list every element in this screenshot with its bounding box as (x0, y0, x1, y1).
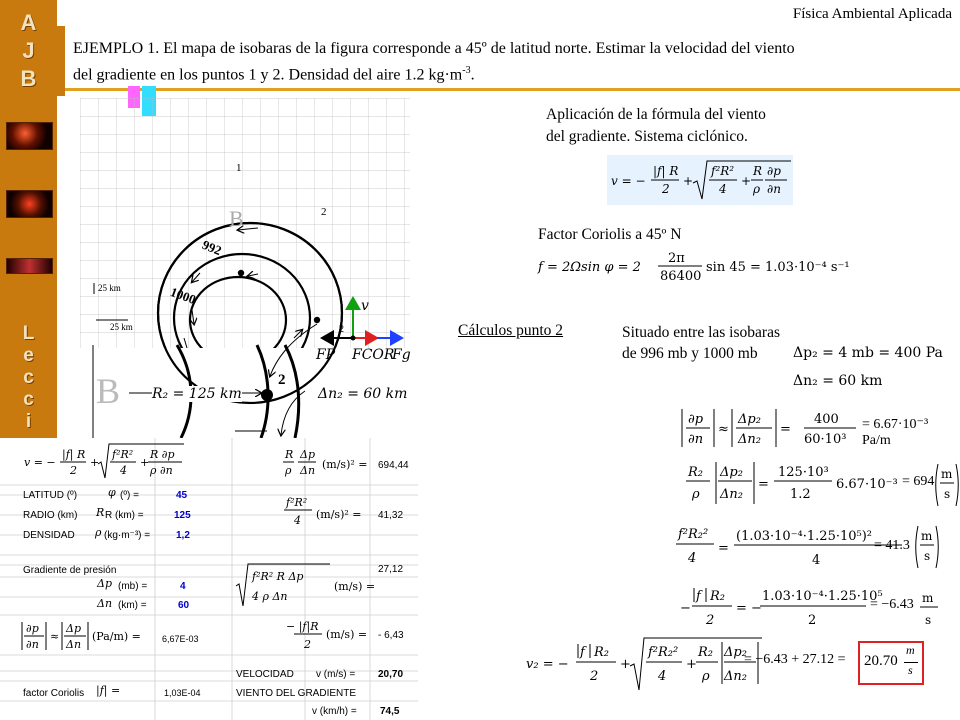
vector-v-label: v (361, 298, 369, 314)
zoom-dn-label: Δn₂ = 60 km (318, 386, 408, 402)
svg-text:f²R²: f²R² (711, 164, 735, 178)
svg-text:sin 45 = 1.03·10⁻⁴ s⁻¹: sin 45 = 1.03·10⁻⁴ s⁻¹ (706, 260, 850, 275)
result-r2: 41,32 (378, 510, 404, 521)
svg-text:2: 2 (70, 464, 77, 477)
accent-tab (57, 26, 65, 96)
final-equation (526, 634, 764, 694)
densidad-value[interactable]: 1,2 (176, 530, 190, 541)
svg-text:+: + (686, 657, 697, 672)
svg-text:s: s (925, 613, 932, 627)
svg-text:4: 4 (812, 553, 821, 568)
svg-text:Δn₂: Δn₂ (720, 487, 743, 502)
latitud-symbol: (º) = (120, 490, 139, 501)
svg-text:ρ: ρ (753, 182, 761, 196)
svg-text:f: f (696, 589, 701, 604)
course-title: Física Ambiental Aplicada (792, 6, 952, 22)
viento-label: VIENTO DEL GRADIENTE (236, 688, 357, 699)
strip-letter-c: c (23, 367, 34, 388)
svg-text:2π: 2π (668, 251, 685, 266)
term3-equation (680, 582, 883, 632)
term2-equation (676, 520, 906, 576)
situated-line-2: de 996 mb y 1000 mb (622, 345, 758, 362)
svg-text:2: 2 (706, 613, 715, 628)
svg-text:R₂: R₂ (688, 465, 703, 480)
point-1-label: 1 (236, 162, 242, 174)
svg-text:∂p: ∂p (26, 622, 39, 635)
vector-fcor-label: FCOR (352, 347, 395, 363)
svg-text:Δn: Δn (66, 638, 82, 651)
vector-fg-label: Fg (392, 347, 411, 363)
svg-text:2: 2 (662, 182, 670, 196)
zoom-radius-label: R₂ = 125 km (152, 386, 242, 402)
svg-text:(Pa/m) =: (Pa/m) = (92, 630, 141, 643)
result-r4: - 6,43 (378, 630, 404, 641)
problem-line-1: EJEMPLO 1. El mapa de isobaras de la figura corresponde a 45º de latitud norte. Estimar la velocidad del viento (73, 40, 795, 57)
final-unit-top: m (906, 643, 915, 657)
svg-text:400: 400 (814, 412, 839, 427)
svg-text:ρ: ρ (95, 526, 102, 539)
svg-text:R₂: R₂ (698, 645, 713, 660)
zoom-low-label: B (96, 371, 121, 411)
svg-text:1.2: 1.2 (790, 487, 811, 502)
svg-text:|f| =: |f| = (96, 684, 121, 697)
svg-text:6.67·10⁻³: 6.67·10⁻³ (836, 477, 898, 492)
svg-text:4: 4 (294, 514, 301, 527)
strip-letter-j: J (22, 38, 35, 63)
svg-text:4 ρ Δn: 4 ρ Δn (252, 590, 288, 603)
svg-text:|f| R: |f| R (62, 448, 86, 461)
svg-text:f = 2Ωsin φ = 2: f = 2Ωsin φ = 2 (538, 260, 641, 275)
calc-title: Cálculos punto 2 (458, 322, 564, 339)
dp-symbol: (mb) = (118, 581, 148, 592)
svg-text:f²R₂²: f²R₂² (678, 527, 709, 542)
svg-text:f²R²: f²R² (286, 496, 308, 509)
svg-text:f: f (580, 645, 585, 660)
svg-text:R: R (753, 164, 763, 178)
svg-text:Δp₂: Δp₂ (724, 645, 747, 660)
vector-fp-label: FP (316, 347, 336, 363)
svg-text:(m/s)² =: (m/s)² = (322, 458, 368, 471)
svg-text:f²R²: f²R² (112, 448, 134, 461)
svg-text:φ: φ (108, 486, 116, 499)
final-equation-rhs: = −6.43 + 27.12 = (744, 652, 846, 667)
radio-label: RADIO (km) (23, 510, 78, 521)
term1-equation (686, 458, 936, 510)
svg-text:2: 2 (304, 638, 311, 651)
problem-end: . (470, 66, 475, 84)
problem-line-2: del gradiente en los puntos 1 y 2. Densidad del aire 1.2 kg·m (73, 66, 463, 84)
svg-text:R ∂p: R ∂p (150, 448, 175, 461)
accent-line (57, 88, 960, 91)
svg-text:∂n: ∂n (767, 182, 781, 196)
final-result-box (858, 641, 924, 685)
dn-value[interactable]: 60 (178, 600, 190, 611)
application-line-1: Aplicación de la fórmula del viento (546, 106, 766, 123)
strip-letter-a: A (20, 10, 37, 35)
svg-text:=: = (718, 541, 729, 556)
kmh-value: 74,5 (380, 706, 400, 717)
term1-result: = 694 (902, 474, 935, 489)
svg-text:(m/s) =: (m/s) = (326, 628, 368, 641)
velocidad-symbol: v (m/s) = (316, 669, 356, 680)
svg-text:+: + (683, 174, 694, 188)
svg-text:86400: 86400 (660, 269, 702, 284)
term2-units (916, 520, 940, 572)
strip-letter-c2: c (23, 389, 34, 410)
application-line-2: del gradiente. Sistema ciclónico. (546, 128, 748, 145)
term2-result: = 41.3 (874, 538, 910, 553)
term3-units (918, 582, 940, 632)
result-r1: 694,44 (378, 460, 409, 471)
strip-letter-e: e (23, 345, 34, 366)
velocidad-label: VELOCIDAD (236, 669, 294, 680)
svg-text:R₂: R₂ (710, 589, 725, 604)
svg-text:4: 4 (120, 464, 127, 477)
svg-text:∂n: ∂n (26, 638, 39, 651)
svg-text:f²R₂²: f²R₂² (648, 645, 679, 660)
svg-text:Δn: Δn (300, 464, 316, 477)
svg-text:Δp₂: Δp₂ (738, 412, 761, 427)
sheet-gridlines (0, 438, 418, 720)
gradient-wind-formula (607, 155, 793, 205)
zoom-point-label: 2 (278, 372, 286, 388)
term3-result: = −6.43 (870, 597, 914, 612)
svg-text:ρ: ρ (702, 669, 710, 684)
svg-text:=: = (780, 422, 791, 437)
coriolis-label: Factor Coriolis a 45º N (538, 226, 682, 243)
svg-text:Δp: Δp (66, 622, 81, 635)
grad-equation-fraction (800, 405, 860, 451)
svg-text:60·10³: 60·10³ (804, 432, 847, 447)
coriolis-formula (536, 247, 850, 284)
grad-equation-lhs (680, 405, 800, 451)
svg-text:ρ: ρ (692, 487, 700, 502)
svg-text:ρ ∂n: ρ ∂n (150, 464, 173, 477)
spreadsheet (0, 438, 418, 720)
densidad-label: DENSIDAD (23, 530, 75, 541)
problem-exponent: -3 (462, 65, 471, 76)
latitud-label: LATITUD (º) (23, 490, 78, 501)
svg-text:+: + (620, 657, 631, 672)
svg-text:Δp₂: Δp₂ (720, 465, 743, 480)
point-2-label: 2 (321, 206, 327, 218)
delta-n2: Δn₂ = 60 km (793, 373, 883, 389)
svg-text:1.03·10⁻⁴·1.25·10⁵: 1.03·10⁻⁴·1.25·10⁵ (762, 589, 883, 604)
coriolis-sheet-value: 1,03E-04 (164, 688, 201, 698)
delta-p2: Δp₂ = 4 mb = 400 Pa (793, 345, 943, 361)
svg-text:v₂ = −: v₂ = − (526, 657, 569, 672)
densidad-symbol: (kg·m⁻³) = (104, 530, 151, 541)
svg-text:(m/s) =: (m/s) = (334, 580, 376, 593)
isobar-1000-label: 1000 (168, 284, 198, 308)
svg-text:v = −: v = − (24, 456, 56, 469)
latitud-value[interactable]: 45 (176, 490, 188, 501)
svg-text:m: m (941, 467, 953, 481)
scale-vertical-label: 25 km (98, 283, 121, 293)
vector-point-label: 2 (339, 324, 344, 335)
svg-text:−: − (680, 601, 691, 616)
radio-value[interactable]: 125 (174, 510, 191, 521)
final-value: 20.70 (864, 653, 898, 669)
strip-letter-l: L (22, 323, 35, 344)
svg-text:(m/s)² =: (m/s)² = (316, 508, 362, 521)
svg-text:2: 2 (808, 613, 817, 628)
svg-text:R₂: R₂ (594, 645, 609, 660)
thumbnail-image (6, 258, 53, 274)
svg-text:= −: = − (736, 601, 762, 616)
svg-text:− |f|R: − |f|R (286, 620, 319, 633)
svg-text:R: R (285, 448, 294, 461)
svg-text:2: 2 (590, 669, 599, 684)
svg-text:f²R² R Δp: f²R² R Δp (252, 570, 304, 583)
grad-equation-result: = 6.67·10⁻³ Pa/m (862, 417, 929, 448)
svg-text:(1.03·10⁻⁴·1.25·10⁵)²: (1.03·10⁻⁴·1.25·10⁵)² (736, 529, 873, 544)
svg-text:Δn₂: Δn₂ (724, 669, 747, 684)
svg-text:≈: ≈ (718, 422, 729, 437)
svg-text:=: = (758, 477, 769, 492)
svg-text:4: 4 (688, 551, 697, 566)
strip-letter-b: B (20, 66, 37, 91)
svg-text:v = −: v = − (611, 174, 646, 188)
thumbnail-image (6, 122, 53, 150)
term1-units (936, 458, 960, 510)
svg-text:∂n: ∂n (688, 432, 704, 447)
coriolis-sheet-label: factor Coriolis (23, 688, 85, 699)
svg-text:m: m (922, 591, 934, 605)
svg-text:Δp: Δp (300, 448, 315, 461)
svg-text:Δn: Δn (97, 597, 113, 610)
svg-text:4: 4 (658, 669, 667, 684)
svg-text:125·10³: 125·10³ (778, 465, 829, 480)
dn-symbol: (km) = (118, 600, 147, 611)
gradiente-label: Gradiente de presión (23, 565, 117, 576)
svg-text:ρ: ρ (285, 464, 292, 477)
svg-text:m: m (921, 529, 933, 543)
strip-letter-i: i (25, 411, 32, 432)
svg-text:s: s (944, 487, 951, 501)
svg-text:Δn₂: Δn₂ (738, 432, 761, 447)
problem-statement (73, 38, 943, 86)
svg-text:Δp: Δp (97, 577, 112, 590)
low-pressure-label: B (229, 206, 244, 231)
svg-text:≈: ≈ (50, 630, 60, 643)
svg-text:∂p: ∂p (767, 164, 781, 178)
radio-symbol: R (km) = (105, 510, 144, 521)
svg-text:+: + (90, 456, 100, 469)
svg-text:|f| R: |f| R (653, 164, 679, 178)
svg-text:∂p: ∂p (688, 412, 704, 427)
thumbnail-image (6, 190, 53, 218)
scale-horizontal-label: 25 km (110, 322, 133, 332)
svg-text:s: s (924, 549, 931, 563)
final-unit-bottom: s (908, 663, 913, 677)
svg-text:+: + (741, 174, 752, 188)
result-r3: 27,12 (378, 564, 404, 575)
situated-line-1: Situado entre las isobaras (622, 324, 780, 341)
svg-text:R: R (96, 506, 105, 519)
kmh-symbol: v (km/h) = (312, 706, 357, 717)
grad-value: 6,67E-03 (162, 634, 199, 644)
isobar-992-label: 992 (200, 236, 224, 259)
svg-text:4: 4 (719, 182, 727, 196)
dp-value[interactable]: 4 (180, 581, 186, 592)
svg-text:+: + (140, 456, 150, 469)
velocidad-value: 20,70 (378, 669, 404, 680)
